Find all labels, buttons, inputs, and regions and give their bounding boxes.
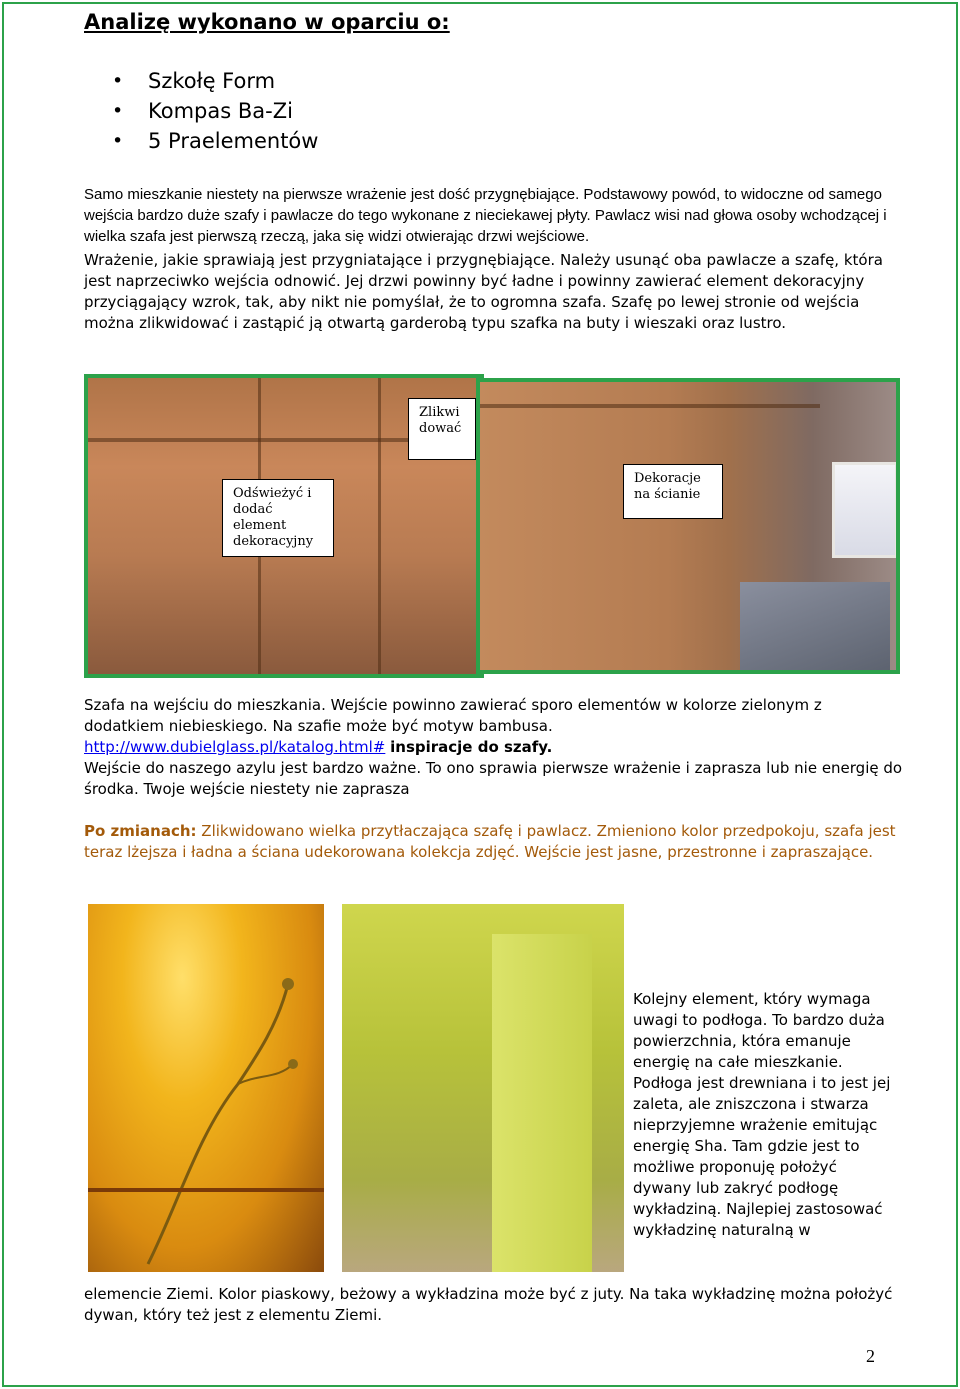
window-image bbox=[832, 462, 898, 558]
page-title: Analizę wykonano w oparciu o: bbox=[84, 10, 450, 34]
yellow-wardrobe-photo bbox=[88, 904, 324, 1272]
shelf-edge bbox=[480, 404, 820, 408]
door-seam bbox=[378, 378, 381, 674]
entrance-paragraph bbox=[84, 695, 904, 800]
after-changes-label: Po zmianach: bbox=[84, 822, 197, 840]
room-photo bbox=[476, 378, 900, 674]
bed-image bbox=[740, 582, 890, 670]
callout-decor: Dekoracje na ścianie bbox=[623, 464, 723, 519]
callout-remove: Zlikwi dować bbox=[408, 398, 476, 460]
method-list bbox=[112, 66, 318, 156]
list-item: • Kompas Ba-Zi bbox=[112, 96, 318, 126]
link-caption: inspiracje do szafy. bbox=[390, 738, 553, 756]
after-changes-paragraph bbox=[84, 821, 904, 863]
catalog-link[interactable]: http://www.dubielglass.pl/katalog.html# bbox=[84, 738, 386, 756]
list-item: • Szkołę Form bbox=[112, 66, 318, 96]
callout-refresh: Odświeżyć i dodać element dekoracyjny bbox=[222, 479, 334, 557]
entrance-text: Szafa na wejściu do mieszkania. Wejście powinno zawierać sporo elementów w kolorze zielonym z dodatkiem niebieskiego. Na szafie może być motyw bambusa. bbox=[84, 696, 822, 735]
entrance-text-2: Wejście do naszego azylu jest bardzo ważne. To ono sprawia pierwsze wrażenie i zaprasza lub nie energię do środka. Twoje wejście niestety nie zaprasza bbox=[84, 759, 903, 798]
recommendation-paragraph: Wrażenie, jakie sprawiają jest przygniatające i przygnębiające. Należy usunąć oba pawlacze a szafę, która jest naprzeciwko wejścia odnowić. Jej drzwi powinny być ładne i powinny zawierać element dekoracyjny przyciągający wzrok, tak, aby nikt nie pomyślał, że to ogromna szafa. Szafę po lewej stronie od wejścia można zlikwidować i zastąpić ją otwartą garderobą typu szafka na buty i wieszaki oraz lustro. bbox=[84, 251, 883, 332]
branch-decoration-image bbox=[88, 904, 324, 1272]
intro-paragraph: Samo mieszkanie niestety na pierwsze wrażenie jest dość przygnębiające. Podstawowy powód, to widoczne od samego wejścia bardzo duże szafy i pawlacze do tego wykonane z nieciekawej płyty. Pawlacz wisi nad głowa osoby wchodzącej i wielka szafa jest pierwszą rzeczą, jaka się widzi otwierając drzwi wejściowe. bbox=[84, 186, 887, 245]
list-item: • 5 Praelementów bbox=[112, 126, 318, 156]
floor-paragraph: Kolejny element, który wymaga uwagi to podłoga. To bardzo duża powierzchnia, która emanuje energię na całe mieszkanie. Podłoga jest drewniana i to jest jej zaleta, ale zniszczona i stwarza nieprzyjemne wrażenie emitując energię Sha. Tam gdzie jest to możliwe proponuję położyć dywany lub zakryć podłogę wykładziną. Najlepiej zastosować wykładzinę naturalną w bbox=[633, 990, 891, 1239]
page-number: 2 bbox=[866, 1346, 875, 1366]
after-changes-text: Zlikwidowano wielka przytłaczająca szafę i pawlacz. Zmieniono kolor przedpokoju, szafa jest teraz lżejsza i ładna a ściana udekorowana kolekcja zdjęć. Wejście jest jasne, przestronne i zapraszające. bbox=[84, 822, 896, 861]
floor-paragraph-continued: elemencie Ziemi. Kolor piaskowy, beżowy a wykładzina może być z juty. Na taka wykładzinę można położyć dywan, który też jest z elementu Ziemi. bbox=[84, 1285, 893, 1324]
green-hallway-photo bbox=[342, 904, 624, 1272]
door-image bbox=[492, 934, 592, 1272]
